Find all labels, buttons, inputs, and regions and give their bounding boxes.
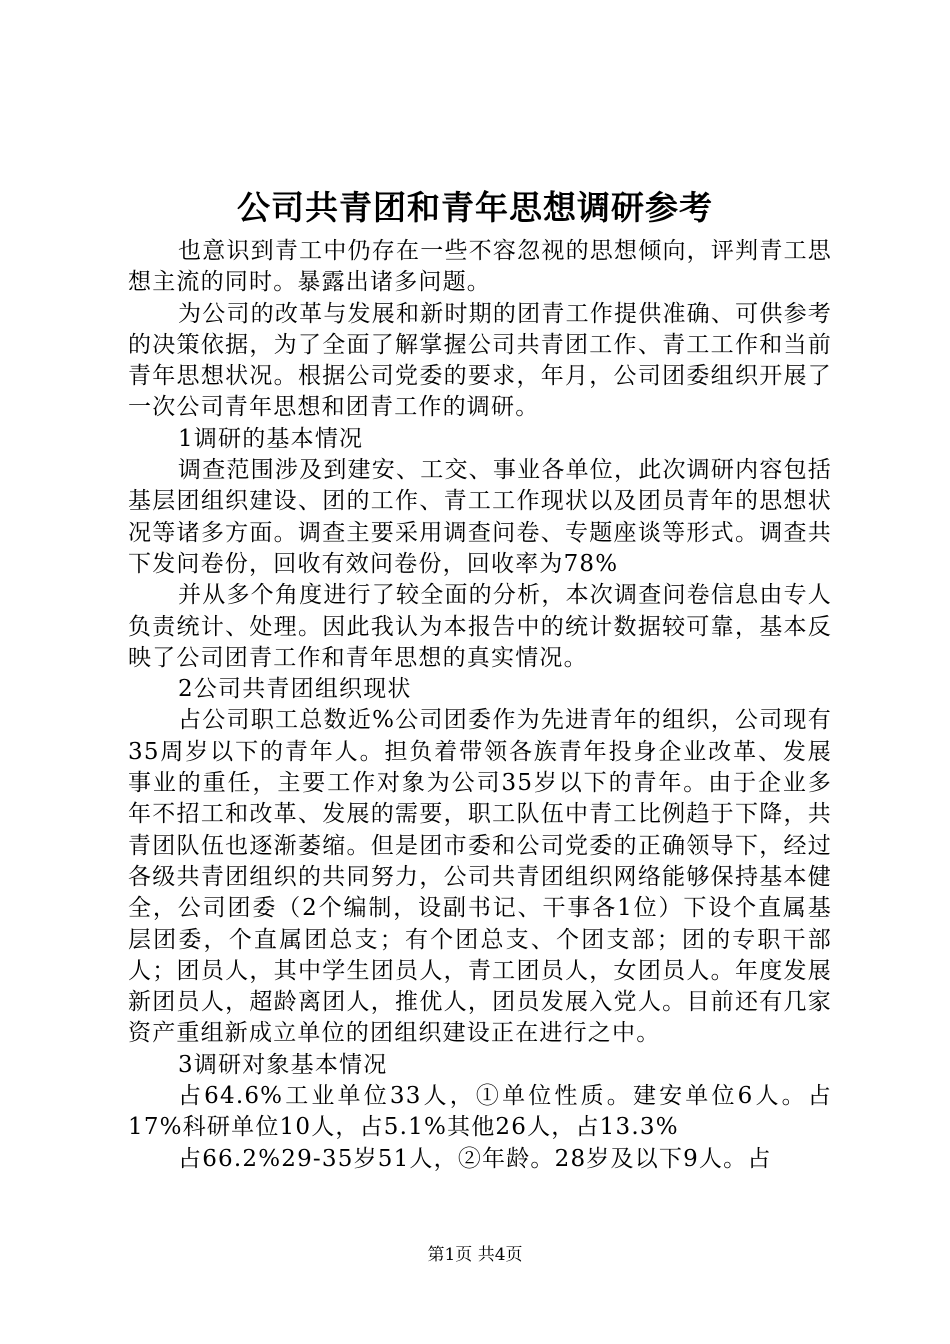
paragraph: 占64.6%工业单位33人，①单位性质。建安单位6人。占17%科研单位10人，占5.1%其他26人，占13.3%: [128, 1083, 832, 1141]
section-heading: 3调研对象基本情况: [178, 1051, 388, 1078]
paragraph: 并从多个角度进行了较全面的分析，本次调查问卷信息由专人负责统计、处理。因此我认为本报告中的统计数据较可靠，基本反映了公司团青工作和青年思想的真实情况。: [128, 582, 832, 671]
section-heading: 1调研的基本情况: [178, 425, 364, 452]
section-heading: 2公司共青团组织现状: [178, 676, 412, 703]
paragraph: 调查范围涉及到建安、工交、事业各单位，此次调研内容包括基层团组织建设、团的工作、青工工作现状以及团员青年的思想状况等诸多方面。调查主要采用调查问卷、专题座谈等形式。调查共下发问卷份，回收有效问卷份，回收率为78%: [128, 457, 832, 577]
document-title: 公司共青团和青年思想调研参考: [237, 188, 713, 227]
paragraph: 占公司职工总数近%公司团委作为先进青年的组织，公司现有35周岁以下的青年人。担负着带领各族青年投身企业改革、发展事业的重任，主要工作对象为公司35岁以下的青年。由于企业多年不招工和改革、发展的需要，职工队伍中青工比例趋于下降，共青团队伍也逐渐萎缩。但是团市委和公司党委的正确领导下，经过各级共青团组织的共同努力，公司共青团组织网络能够保持基本健全，公司团委（2个编制，设副书记、干事各1位）下设个直属基层团委，个直属团总支；有个团总支、个团支部；团的专职干部人；团员人，其中学生团员人，青工团员人，女团员人。年度发展新团员人，超龄离团人，推优人，团员发展入党人。目前还有几家资产重组新成立单位的团组织建设正在进行之中。: [128, 707, 832, 1047]
page-number-footer: 第1页 共4页: [427, 1245, 523, 1265]
paragraph: 为公司的改革与发展和新时期的团青工作提供准确、可供参考的决策依据，为了全面了解掌握公司共青团工作、青工工作和当前青年思想状况。根据公司党委的要求，年月，公司团委组织开展了一次公司青年思想和团青工作的调研。: [128, 300, 832, 421]
paragraph: 占66.2%29-35岁51人，②年龄。28岁及以下9人。占: [178, 1145, 772, 1172]
document-body: [128, 236, 832, 1175]
paragraph: 也意识到青工中仍存在一些不容忽视的思想倾向，评判青工思想主流的同时。暴露出诸多问题。: [128, 238, 832, 296]
